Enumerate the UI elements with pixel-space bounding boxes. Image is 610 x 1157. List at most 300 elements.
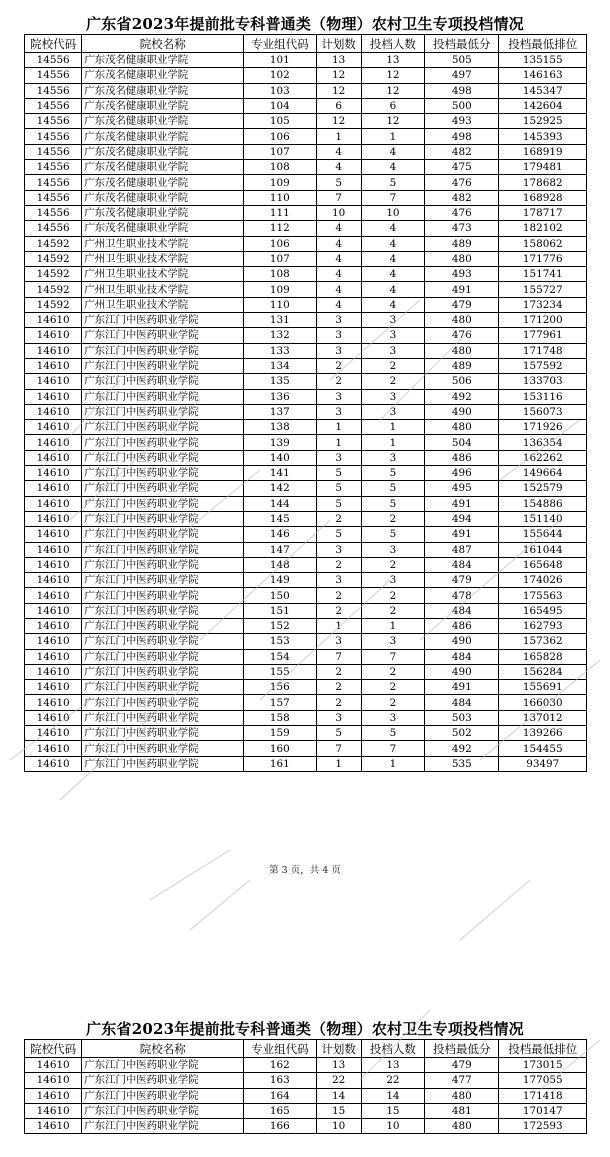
cell-min-score: 497	[425, 68, 499, 83]
cell-plan-count: 4	[316, 221, 361, 236]
cell-plan-count: 1	[316, 756, 361, 771]
cell-min-rank: 153116	[499, 389, 587, 404]
cell-admitted-count: 2	[361, 695, 424, 710]
cell-min-score: 482	[425, 144, 499, 159]
cell-plan-count: 3	[316, 634, 361, 649]
cell-min-score: 484	[425, 603, 499, 618]
cell-min-rank: 139266	[499, 726, 587, 741]
cell-school-code: 14610	[25, 542, 82, 557]
table-row	[25, 389, 587, 404]
cell-min-score: 495	[425, 481, 499, 496]
cell-min-rank: 171776	[499, 251, 587, 266]
cell-school-name: 广东江门中医药职业学院	[82, 328, 244, 343]
header-plan-count: 计划数	[316, 1040, 361, 1058]
cell-min-score: 491	[425, 282, 499, 297]
table-row	[25, 160, 587, 175]
cell-school-name: 广东江门中医药职业学院	[82, 420, 244, 435]
cell-admitted-count: 3	[361, 328, 424, 343]
cell-school-name: 广东江门中医药职业学院	[82, 542, 244, 557]
header-min-score: 投档最低分	[425, 35, 499, 53]
cell-min-score: 475	[425, 160, 499, 175]
cell-min-rank: 172593	[499, 1119, 587, 1134]
cell-admitted-count: 3	[361, 634, 424, 649]
cell-admitted-count: 5	[361, 175, 424, 190]
cell-min-rank: 179481	[499, 160, 587, 175]
cell-admitted-count: 12	[361, 114, 424, 129]
cell-group-code: 108	[244, 267, 316, 282]
table-row	[25, 1088, 587, 1103]
cell-admitted-count: 4	[361, 297, 424, 312]
cell-min-rank: 178682	[499, 175, 587, 190]
cell-group-code: 132	[244, 328, 316, 343]
cell-school-name: 广东茂名健康职业学院	[82, 83, 244, 98]
cell-school-code: 14556	[25, 114, 82, 129]
cell-min-rank: 157592	[499, 358, 587, 373]
cell-group-code: 148	[244, 557, 316, 572]
cell-school-code: 14610	[25, 404, 82, 419]
cell-group-code: 152	[244, 618, 316, 633]
cell-min-score: 490	[425, 634, 499, 649]
cell-plan-count: 4	[316, 160, 361, 175]
cell-min-rank: 177961	[499, 328, 587, 343]
cell-school-name: 广东江门中医药职业学院	[82, 634, 244, 649]
cell-admitted-count: 13	[361, 53, 424, 68]
cell-min-score: 484	[425, 695, 499, 710]
cell-school-name: 广东江门中医药职业学院	[82, 527, 244, 542]
table-row	[25, 267, 587, 282]
cell-min-score: 486	[425, 450, 499, 465]
cell-plan-count: 7	[316, 649, 361, 664]
cell-min-rank: 162262	[499, 450, 587, 465]
cell-min-score: 480	[425, 343, 499, 358]
cell-plan-count: 3	[316, 450, 361, 465]
cell-admitted-count: 3	[361, 710, 424, 725]
header-group-code: 专业组代码	[244, 1040, 316, 1058]
table-row	[25, 435, 587, 450]
cell-min-rank: 165828	[499, 649, 587, 664]
cell-plan-count: 4	[316, 144, 361, 159]
page-4	[0, 1019, 610, 1134]
cell-school-name: 广东茂名健康职业学院	[82, 98, 244, 113]
table-row	[25, 129, 587, 144]
cell-min-rank: 152579	[499, 481, 587, 496]
table-row	[25, 53, 587, 68]
table-row	[25, 741, 587, 756]
cell-group-code: 154	[244, 649, 316, 664]
header-school-code: 院校代码	[25, 35, 82, 53]
cell-admitted-count: 6	[361, 98, 424, 113]
cell-min-score: 492	[425, 741, 499, 756]
cell-plan-count: 5	[316, 175, 361, 190]
cell-plan-count: 3	[316, 313, 361, 328]
cell-school-code: 14610	[25, 741, 82, 756]
cell-min-rank: 135155	[499, 53, 587, 68]
table-row	[25, 297, 587, 312]
cell-min-rank: 137012	[499, 710, 587, 725]
cell-plan-count: 1	[316, 618, 361, 633]
cell-min-score: 476	[425, 175, 499, 190]
cell-min-rank: 145347	[499, 83, 587, 98]
cell-admitted-count: 2	[361, 588, 424, 603]
cell-school-name: 广州卫生职业技术学院	[82, 267, 244, 282]
cell-admitted-count: 4	[361, 282, 424, 297]
cell-admitted-count: 1	[361, 756, 424, 771]
cell-school-name: 广东江门中医药职业学院	[82, 726, 244, 741]
cell-school-name: 广东江门中医药职业学院	[82, 374, 244, 389]
cell-plan-count: 2	[316, 557, 361, 572]
table-row	[25, 98, 587, 113]
cell-school-name: 广东江门中医药职业学院	[82, 389, 244, 404]
cell-min-rank: 178717	[499, 205, 587, 220]
table-row	[25, 726, 587, 741]
cell-plan-count: 14	[316, 1088, 361, 1103]
cell-plan-count: 2	[316, 374, 361, 389]
cell-min-score: 480	[425, 420, 499, 435]
cell-min-score: 502	[425, 726, 499, 741]
cell-group-code: 138	[244, 420, 316, 435]
cell-school-name: 广东茂名健康职业学院	[82, 129, 244, 144]
cell-school-code: 14556	[25, 175, 82, 190]
cell-min-score: 479	[425, 573, 499, 588]
admission-table	[24, 34, 587, 772]
cell-school-name: 广东江门中医药职业学院	[82, 664, 244, 679]
cell-min-score: 473	[425, 221, 499, 236]
cell-admitted-count: 2	[361, 680, 424, 695]
cell-plan-count: 3	[316, 573, 361, 588]
cell-group-code: 142	[244, 481, 316, 496]
table-row	[25, 511, 587, 526]
cell-admitted-count: 7	[361, 649, 424, 664]
cell-plan-count: 3	[316, 343, 361, 358]
table-row	[25, 175, 587, 190]
table-row	[25, 343, 587, 358]
cell-plan-count: 12	[316, 68, 361, 83]
cell-min-score: 477	[425, 1073, 499, 1088]
cell-min-rank: 162793	[499, 618, 587, 633]
cell-min-score: 480	[425, 313, 499, 328]
cell-min-score: 494	[425, 511, 499, 526]
cell-admitted-count: 2	[361, 664, 424, 679]
cell-admitted-count: 12	[361, 83, 424, 98]
cell-plan-count: 4	[316, 251, 361, 266]
cell-min-score: 535	[425, 756, 499, 771]
cell-school-name: 广东江门中医药职业学院	[82, 435, 244, 450]
table-row	[25, 1119, 587, 1134]
cell-plan-count: 3	[316, 404, 361, 419]
header-plan-count: 计划数	[316, 35, 361, 53]
cell-school-code: 14592	[25, 251, 82, 266]
cell-school-name: 广东江门中医药职业学院	[82, 1119, 244, 1134]
cell-school-code: 14610	[25, 420, 82, 435]
cell-school-code: 14610	[25, 343, 82, 358]
cell-group-code: 165	[244, 1103, 316, 1118]
cell-group-code: 162	[244, 1058, 316, 1073]
table-row	[25, 205, 587, 220]
cell-school-code: 14610	[25, 313, 82, 328]
cell-school-code: 14610	[25, 1058, 82, 1073]
cell-admitted-count: 10	[361, 1119, 424, 1134]
header-school-name: 院校名称	[82, 35, 244, 53]
cell-min-score: 480	[425, 1088, 499, 1103]
cell-min-score: 491	[425, 527, 499, 542]
cell-admitted-count: 4	[361, 236, 424, 251]
cell-min-rank: 177055	[499, 1073, 587, 1088]
cell-min-rank: 168919	[499, 144, 587, 159]
cell-admitted-count: 5	[361, 726, 424, 741]
table-row	[25, 1103, 587, 1118]
cell-group-code: 101	[244, 53, 316, 68]
cell-plan-count: 22	[316, 1073, 361, 1088]
cell-school-code: 14556	[25, 98, 82, 113]
cell-min-rank: 165495	[499, 603, 587, 618]
cell-school-name: 广东茂名健康职业学院	[82, 190, 244, 205]
cell-group-code: 156	[244, 680, 316, 695]
cell-school-name: 广东江门中医药职业学院	[82, 404, 244, 419]
cell-min-score: 491	[425, 496, 499, 511]
cell-school-code: 14610	[25, 680, 82, 695]
cell-plan-count: 4	[316, 267, 361, 282]
cell-plan-count: 2	[316, 695, 361, 710]
cell-school-name: 广东江门中医药职业学院	[82, 649, 244, 664]
table-row	[25, 664, 587, 679]
cell-min-score: 476	[425, 328, 499, 343]
cell-admitted-count: 12	[361, 68, 424, 83]
cell-plan-count: 12	[316, 114, 361, 129]
cell-group-code: 103	[244, 83, 316, 98]
page-title: 广东省2023年提前批专科普通类（物理）农村卫生专项投档情况	[86, 15, 524, 33]
table-header-row	[25, 35, 587, 53]
cell-school-name: 广东江门中医药职业学院	[82, 511, 244, 526]
table-row	[25, 420, 587, 435]
cell-group-code: 147	[244, 542, 316, 557]
cell-min-rank: 155691	[499, 680, 587, 695]
header-group-code: 专业组代码	[244, 35, 316, 53]
page-footer: 第 3 页，共 4 页	[269, 865, 341, 876]
cell-admitted-count: 5	[361, 527, 424, 542]
cell-plan-count: 10	[316, 205, 361, 220]
cell-min-rank: 152925	[499, 114, 587, 129]
cell-min-score: 476	[425, 205, 499, 220]
cell-min-score: 480	[425, 1119, 499, 1134]
cell-admitted-count: 10	[361, 205, 424, 220]
cell-min-rank: 93497	[499, 756, 587, 771]
table-header-row	[25, 1040, 587, 1058]
cell-plan-count: 5	[316, 726, 361, 741]
cell-group-code: 107	[244, 251, 316, 266]
cell-admitted-count: 22	[361, 1073, 424, 1088]
cell-min-score: 489	[425, 236, 499, 251]
cell-min-rank: 170147	[499, 1103, 587, 1118]
cell-min-rank: 161044	[499, 542, 587, 557]
cell-school-name: 广东茂名健康职业学院	[82, 53, 244, 68]
table-body	[25, 53, 587, 772]
cell-group-code: 155	[244, 664, 316, 679]
cell-plan-count: 5	[316, 466, 361, 481]
cell-school-code: 14610	[25, 1073, 82, 1088]
cell-min-rank: 142604	[499, 98, 587, 113]
cell-plan-count: 13	[316, 53, 361, 68]
cell-plan-count: 2	[316, 588, 361, 603]
table-row	[25, 68, 587, 83]
cell-group-code: 137	[244, 404, 316, 419]
cell-school-code: 14592	[25, 297, 82, 312]
cell-min-score: 481	[425, 1103, 499, 1118]
cell-school-name: 广东江门中医药职业学院	[82, 573, 244, 588]
cell-min-score: 506	[425, 374, 499, 389]
cell-group-code: 159	[244, 726, 316, 741]
cell-school-code: 14610	[25, 710, 82, 725]
header-school-code: 院校代码	[25, 1040, 82, 1058]
cell-group-code: 108	[244, 160, 316, 175]
cell-admitted-count: 1	[361, 129, 424, 144]
cell-min-rank: 171200	[499, 313, 587, 328]
cell-min-rank: 136354	[499, 435, 587, 450]
cell-school-code: 14556	[25, 221, 82, 236]
cell-group-code: 166	[244, 1119, 316, 1134]
cell-school-code: 14610	[25, 726, 82, 741]
cell-group-code: 131	[244, 313, 316, 328]
cell-school-code: 14610	[25, 756, 82, 771]
cell-group-code: 144	[244, 496, 316, 511]
cell-school-name: 广东江门中医药职业学院	[82, 466, 244, 481]
cell-school-code: 14610	[25, 374, 82, 389]
cell-min-rank: 168928	[499, 190, 587, 205]
cell-school-code: 14556	[25, 160, 82, 175]
cell-plan-count: 2	[316, 664, 361, 679]
cell-school-name: 广东茂名健康职业学院	[82, 160, 244, 175]
cell-school-code: 14610	[25, 573, 82, 588]
cell-group-code: 160	[244, 741, 316, 756]
cell-admitted-count: 4	[361, 251, 424, 266]
cell-plan-count: 2	[316, 603, 361, 618]
cell-admitted-count: 7	[361, 741, 424, 756]
cell-school-name: 广东江门中医药职业学院	[82, 481, 244, 496]
table-row	[25, 1058, 587, 1073]
cell-school-code: 14556	[25, 205, 82, 220]
cell-school-name: 广东江门中医药职业学院	[82, 557, 244, 572]
table-row	[25, 649, 587, 664]
cell-school-code: 14610	[25, 527, 82, 542]
cell-min-score: 484	[425, 649, 499, 664]
cell-plan-count: 3	[316, 389, 361, 404]
cell-school-name: 广东江门中医药职业学院	[82, 741, 244, 756]
cell-group-code: 112	[244, 221, 316, 236]
cell-min-score: 500	[425, 98, 499, 113]
cell-school-code: 14610	[25, 695, 82, 710]
cell-school-code: 14556	[25, 190, 82, 205]
header-admitted-count: 投档人数	[361, 35, 424, 53]
cell-admitted-count: 3	[361, 573, 424, 588]
table-row	[25, 374, 587, 389]
cell-group-code: 134	[244, 358, 316, 373]
cell-school-name: 广东江门中医药职业学院	[82, 1088, 244, 1103]
cell-min-rank: 133703	[499, 374, 587, 389]
cell-school-name: 广东茂名健康职业学院	[82, 114, 244, 129]
cell-plan-count: 7	[316, 190, 361, 205]
cell-group-code: 110	[244, 297, 316, 312]
cell-plan-count: 3	[316, 542, 361, 557]
cell-min-rank: 171926	[499, 420, 587, 435]
cell-plan-count: 10	[316, 1119, 361, 1134]
table-row	[25, 695, 587, 710]
cell-school-name: 广州卫生职业技术学院	[82, 282, 244, 297]
cell-school-name: 广州卫生职业技术学院	[82, 251, 244, 266]
cell-admitted-count: 4	[361, 267, 424, 282]
cell-min-rank: 173015	[499, 1058, 587, 1073]
cell-plan-count: 4	[316, 236, 361, 251]
cell-plan-count: 4	[316, 282, 361, 297]
page-3	[0, 14, 610, 772]
table-row	[25, 588, 587, 603]
cell-school-code: 14610	[25, 1088, 82, 1103]
table-row	[25, 328, 587, 343]
cell-group-code: 106	[244, 129, 316, 144]
table-row	[25, 603, 587, 618]
page-title: 广东省2023年提前批专科普通类（物理）农村卫生专项投档情况	[86, 1020, 524, 1038]
cell-admitted-count: 3	[361, 542, 424, 557]
cell-min-score: 479	[425, 297, 499, 312]
cell-group-code: 157	[244, 695, 316, 710]
cell-school-name: 广东江门中医药职业学院	[82, 496, 244, 511]
cell-plan-count: 13	[316, 1058, 361, 1073]
cell-min-rank: 151140	[499, 511, 587, 526]
cell-min-rank: 151741	[499, 267, 587, 282]
cell-min-score: 489	[425, 358, 499, 373]
cell-admitted-count: 13	[361, 1058, 424, 1073]
cell-school-name: 广东江门中医药职业学院	[82, 1058, 244, 1073]
cell-admitted-count: 3	[361, 450, 424, 465]
cell-school-code: 14610	[25, 511, 82, 526]
cell-admitted-count: 7	[361, 190, 424, 205]
cell-min-rank: 173234	[499, 297, 587, 312]
cell-group-code: 163	[244, 1073, 316, 1088]
cell-school-code: 14556	[25, 53, 82, 68]
admission-table	[24, 1039, 587, 1134]
cell-group-code: 151	[244, 603, 316, 618]
cell-group-code: 140	[244, 450, 316, 465]
cell-school-name: 广东江门中医药职业学院	[82, 588, 244, 603]
cell-school-code: 14610	[25, 1119, 82, 1134]
cell-admitted-count: 2	[361, 557, 424, 572]
cell-school-code: 14610	[25, 328, 82, 343]
cell-school-name: 广东江门中医药职业学院	[82, 680, 244, 695]
cell-school-name: 广东江门中医药职业学院	[82, 358, 244, 373]
cell-group-code: 141	[244, 466, 316, 481]
cell-min-score: 490	[425, 404, 499, 419]
table-body	[25, 1058, 587, 1134]
cell-school-name: 广东江门中医药职业学院	[82, 1103, 244, 1118]
cell-school-code: 14556	[25, 129, 82, 144]
cell-plan-count: 5	[316, 496, 361, 511]
cell-school-code: 14610	[25, 466, 82, 481]
cell-min-score: 480	[425, 251, 499, 266]
cell-group-code: 164	[244, 1088, 316, 1103]
cell-min-score: 484	[425, 557, 499, 572]
cell-school-name: 广东江门中医药职业学院	[82, 603, 244, 618]
table-row	[25, 573, 587, 588]
table-row	[25, 466, 587, 481]
cell-admitted-count: 1	[361, 420, 424, 435]
cell-group-code: 102	[244, 68, 316, 83]
cell-school-code: 14592	[25, 282, 82, 297]
table-row	[25, 83, 587, 98]
table-row	[25, 251, 587, 266]
cell-min-rank: 174026	[499, 573, 587, 588]
cell-min-score: 504	[425, 435, 499, 450]
cell-min-score: 478	[425, 588, 499, 603]
cell-group-code: 136	[244, 389, 316, 404]
cell-min-score: 492	[425, 389, 499, 404]
